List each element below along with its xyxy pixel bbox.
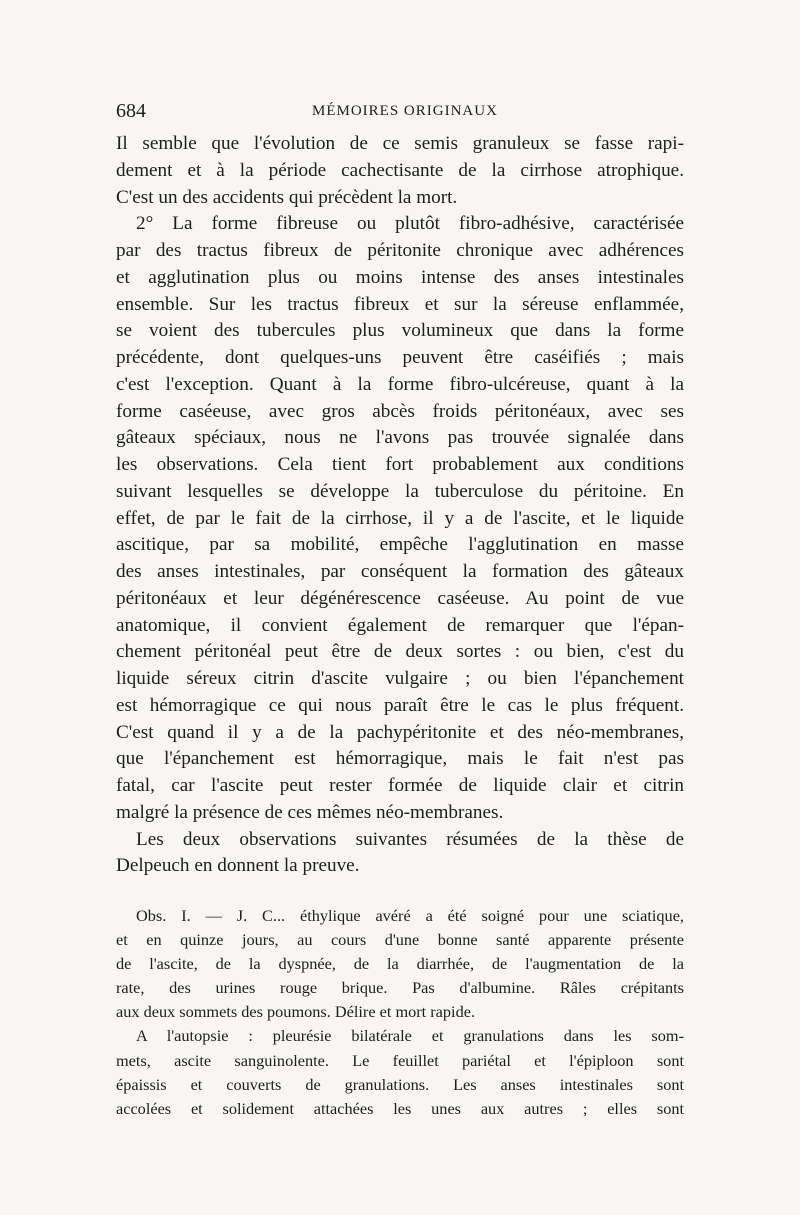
text-line: effet, de par le fait de la cirrhose, il y a de l'ascite, et le liquide: [116, 507, 684, 529]
text-line: fatal, car l'ascite peut rester formée de liquide clair et citrin: [116, 775, 684, 796]
text-line: anatomique, il convient également de remarquer que l'épan-: [116, 614, 684, 636]
text-line: précédente, dont quelques-uns peuvent être caséifiés ; mais: [116, 347, 684, 368]
observation-text: [116, 904, 684, 1121]
obs-line: rate, des urines rouge brique. Pas d'albumine. Râles crépitants: [116, 978, 684, 998]
text-line: gâteaux spéciaux, nous ne l'avons pas trouvée signalée dans: [116, 427, 684, 449]
text-line: Delpeuch en donnent la preuve.: [116, 855, 360, 877]
text-line: liquide séreux citrin d'ascite vulgaire ; ou bien l'épanchement: [116, 668, 684, 689]
page-header: [116, 100, 684, 124]
running-title: MÉMOIRES ORIGINAUX: [312, 103, 498, 119]
text-line: C'est quand il y a de la pachypéritonite et des néo-membranes,: [116, 721, 684, 743]
obs-line: et en quinze jours, au cours d'une bonne santé apparente présente: [116, 930, 684, 950]
text-line: Les deux observations suivantes résumées de la thèse de: [136, 828, 684, 850]
text-line: est hémorragique ce qui nous paraît être le cas le plus fréquent.: [116, 694, 684, 716]
text-line: 2° La forme fibreuse ou plutôt fibro-adhésive, caractérisée: [136, 213, 684, 235]
obs-line: mets, ascite sanguinolente. Le feuillet pariétal et l'épiploon sont: [116, 1050, 684, 1070]
text-line: chement péritonéal peut être de deux sortes : ou bien, c'est du: [116, 641, 684, 663]
obs-line: Obs. I. — J. C... éthylique avéré a été soigné pour une sciatique,: [136, 906, 684, 925]
text-line: suivant lesquelles se développe la tuberculose du péritoine. En: [116, 480, 684, 502]
text-line: Il semble que l'évolution de ce semis granuleux se fasse rapi-: [116, 133, 684, 154]
text-line: se voient des tubercules plus volumineux que dans la forme: [116, 320, 684, 342]
text-line: péritonéaux et leur dégénérescence caséeuse. Au point de vue: [116, 587, 684, 609]
text-line: malgré la présence de ces mêmes néo-membranes.: [116, 801, 504, 823]
text-line: ascitique, par sa mobilité, empêche l'agglutination en masse: [116, 534, 684, 556]
text-line: par des tractus fibreux de péritonite chronique avec adhérences: [116, 240, 684, 261]
text-line: dement et à la période cachectisante de la cirrhose atrophique.: [116, 159, 684, 181]
text-line: les observations. Cela tient fort probablement aux conditions: [116, 454, 684, 475]
text-line: C'est un des accidents qui précèdent la mort.: [116, 186, 458, 208]
text-line: des anses intestinales, par conséquent la formation des gâteaux: [116, 561, 684, 582]
text-line: forme caséeuse, avec gros abcès froids péritonéaux, avec ses: [116, 400, 684, 422]
text-line: et agglutination plus ou moins intense des anses intestinales: [116, 266, 684, 288]
obs-line: de l'ascite, de la dyspnée, de la diarrhée, de l'augmentation de la: [116, 954, 684, 974]
text-line: c'est l'exception. Quant à la forme fibro-ulcéreuse, quant à la: [116, 373, 684, 395]
text-line: que l'épanchement est hémorragique, mais le fait n'est pas: [116, 748, 684, 770]
text-line: ensemble. Sur les tractus fibreux et sur la séreuse enflammée,: [116, 293, 684, 315]
obs-line: épaissis et couverts de granulations. Les anses intestinales sont: [116, 1074, 684, 1094]
body-text: [116, 131, 684, 880]
obs-line: accolées et solidement attachées les unes aux autres ; elles sont: [116, 1098, 684, 1118]
obs-line: A l'autopsie : pleurésie bilatérale et granulations dans les som-: [136, 1026, 684, 1046]
obs-line: aux deux sommets des poumons. Délire et mort rapide.: [116, 1002, 476, 1022]
page-number: 684: [116, 100, 146, 122]
